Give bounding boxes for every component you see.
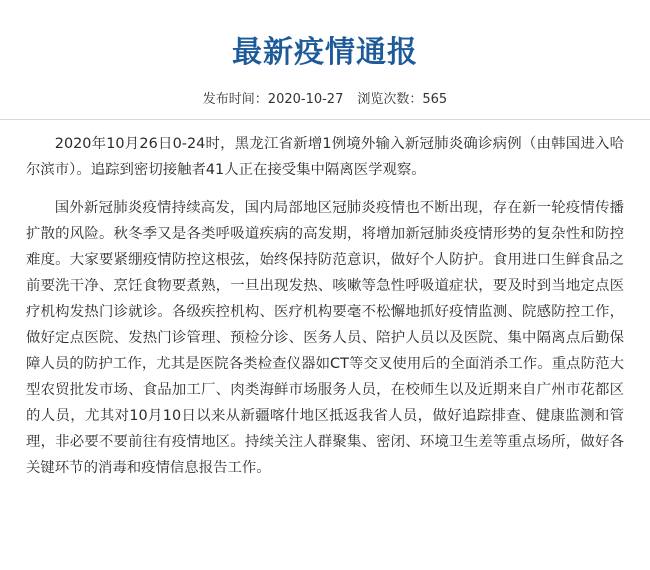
article-header <box>0 0 650 120</box>
article-body <box>26 131 624 481</box>
paragraph-case-report: 2020年10月26日0-24时，黑龙江省新增1例境外输入新冠肺炎确诊病例（由韩国进入哈尔滨市）。追踪到密切接触者41人正在接受集中隔离医学观察。 <box>26 136 624 178</box>
page-title: 最新疫情通报 <box>232 35 418 70</box>
publish-date: 2020-10-27 <box>267 92 344 107</box>
publish-label: 发布时间： <box>202 92 268 107</box>
article-meta <box>0 90 650 110</box>
paragraph-prevention-advice: 国外新冠肺炎疫情持续高发，国内局部地区冠肺炎疫情也不断出现，存在新一轮疫情传播扩散的风险。秋冬季又是各类呼吸道疾病的高发期，将增加新冠肺炎疫情形势的复杂性和防控难度。大家要紧绷疫情防控这根弦，始终保持防范意识，做好个人防护。食用进口生鲜食品之前要洗干净、烹饪食物要煮熟，一旦出现发热、咳嗽等急性呼吸道症状，要及时到当地定点医疗机构发热门诊就诊。各级疾控机构、医疗机构要毫不松懈地抓好疫情监测、院感防控工作，做好定点医院、发热门诊管理、预检分诊、医务人员、陪护人员以及医院、集中隔离点后勤保障人员的防护工作，尤其是医院各类检查仪器如CT等交叉使用后的全面消杀工作。重点防范大型农贸批发市场、食品加工厂、肉类海鲜市场服务人员，在校师生以及近期来自广州市花都区的人员，尤其对10月10日以来从新疆喀什地区抵返我省人员，做好追踪排查、健康监测和管理，非必要不要前往有疫情地区。持续关注人群聚集、密闭、环境卫生差等重点场所，做好各关键环节的消毒和疫情信息报告工作。 <box>26 200 624 476</box>
views-label: 浏览次数： <box>357 92 423 107</box>
views-count: 565 <box>422 92 448 107</box>
header-divider <box>0 119 650 120</box>
